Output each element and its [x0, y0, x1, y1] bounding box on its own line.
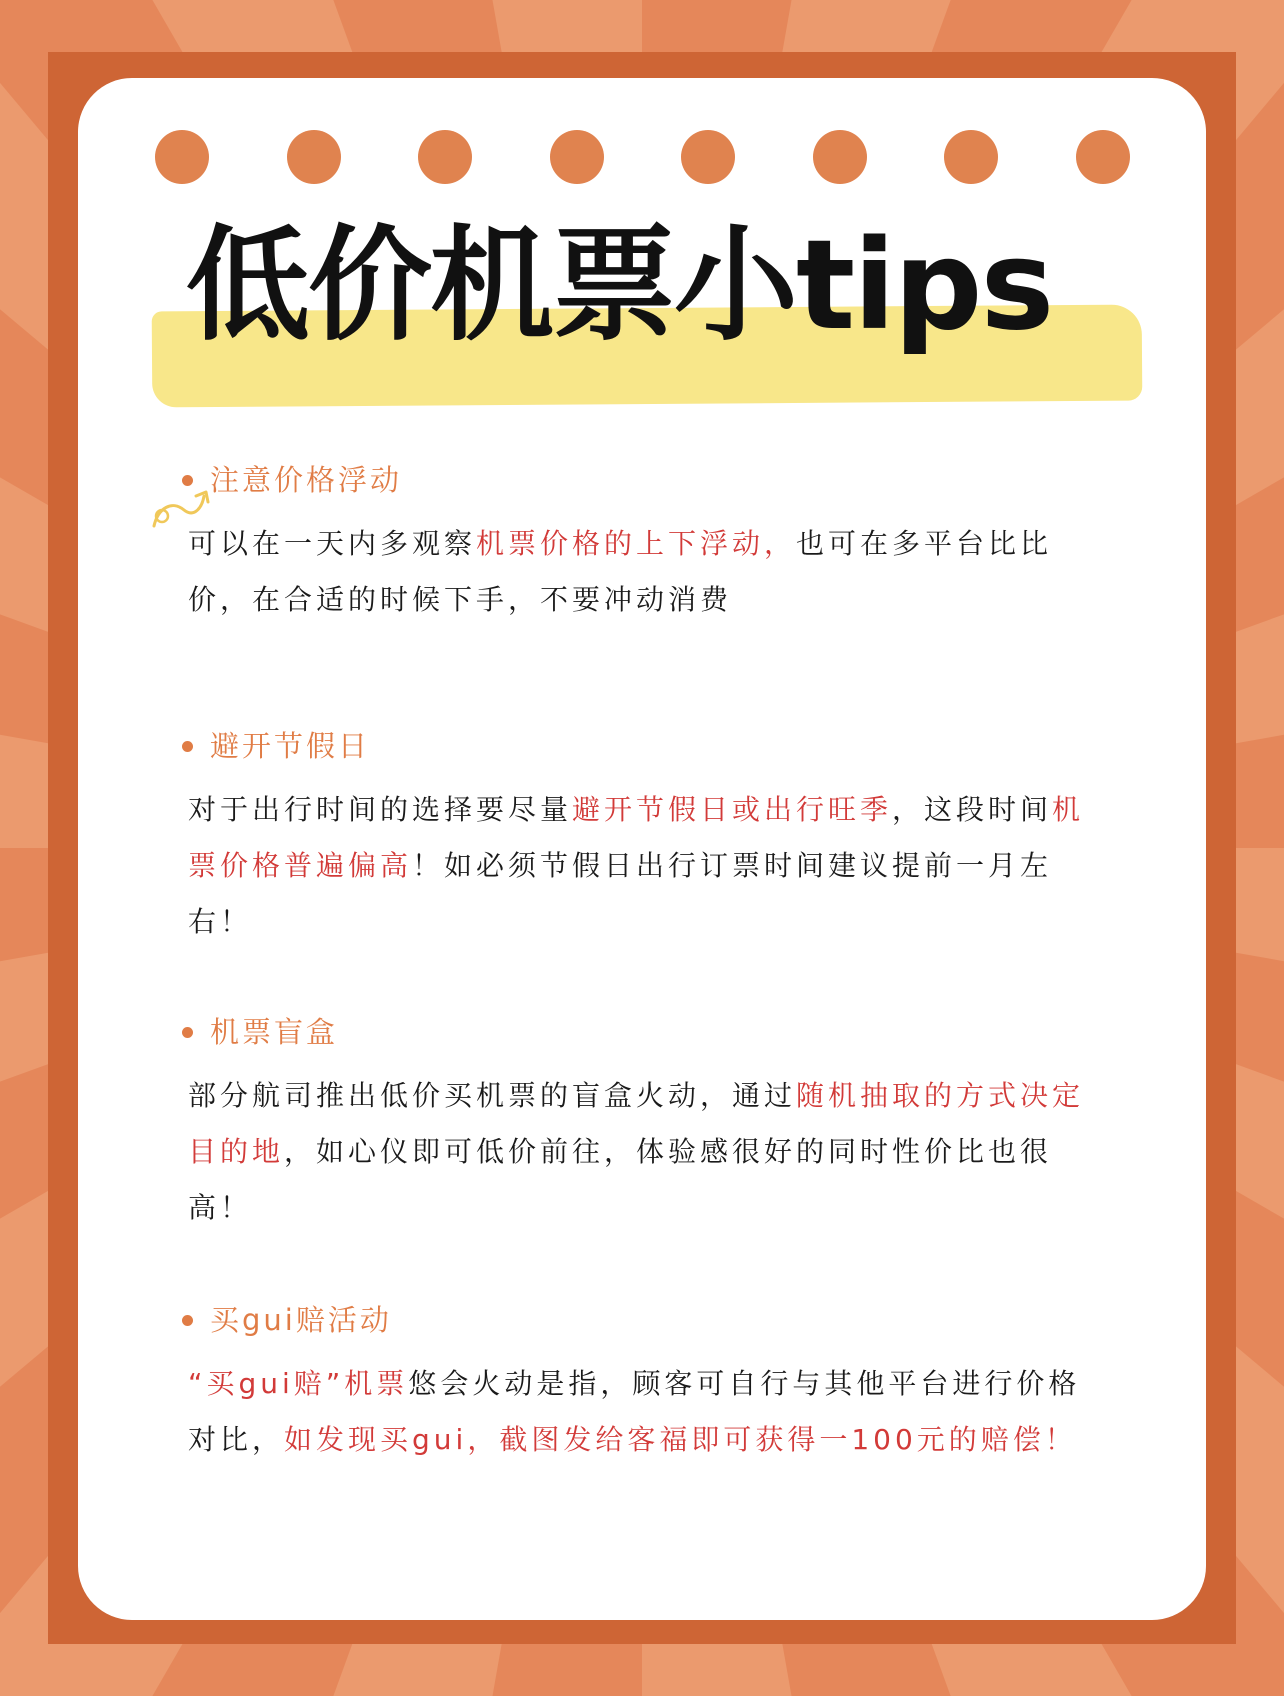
body-text: 可以在一天内多观察	[188, 527, 477, 560]
emphasis-text: 如发现买gui，截图发给客福即可获得一100元的赔偿！	[284, 1423, 1077, 1456]
bullet-dot-icon	[182, 1027, 193, 1038]
body-text: ！如必须节假日出行订票时间建议提前一月左右！	[188, 849, 1053, 938]
body-text: 也可在多平台比比价，在合适的时候下手，不要冲动消费	[188, 527, 1053, 616]
section-heading	[174, 458, 1104, 502]
spiral-hole	[418, 130, 472, 184]
spiral-hole	[944, 130, 998, 184]
spiral-hole	[813, 130, 867, 184]
body-text: ，如心仪即可低价前往，体验感很好的同时性价比也很高！	[188, 1135, 1053, 1224]
section-body	[188, 1356, 1104, 1468]
section-heading-text: 机票盲盒	[210, 1015, 339, 1049]
emphasis-text: 机票价格普遍偏高	[188, 793, 1085, 882]
emphasis-text: 机票价格的上下浮动，	[476, 527, 797, 560]
section-heading	[174, 1298, 1104, 1342]
spiral-hole	[155, 130, 209, 184]
section-body	[188, 782, 1104, 950]
bullet-dot-icon	[182, 475, 193, 486]
bullet-dot-icon	[182, 1315, 193, 1326]
body-text: 对于出行时间的选择要尽量	[188, 793, 573, 826]
tip-section-price-guarantee	[174, 1298, 1104, 1468]
section-body	[188, 1068, 1104, 1236]
body-text: 部分航司推出低价买机票的盲盒火动，通过	[188, 1079, 797, 1112]
tip-section-price-fluctuation	[174, 458, 1104, 628]
page-title: 低价机票小tips	[186, 214, 1053, 358]
spiral-hole	[1076, 130, 1130, 184]
bullet-dot-icon	[182, 741, 193, 752]
section-body	[188, 516, 1104, 628]
section-heading	[174, 724, 1104, 768]
section-heading	[174, 1010, 1104, 1054]
spiral-hole	[681, 130, 735, 184]
emphasis-text: 避开节假日或出行旺季	[572, 793, 893, 826]
emphasis-text: “买gui赔”机票	[188, 1367, 409, 1400]
section-heading-text: 买gui赔活动	[210, 1303, 392, 1337]
emphasis-text: 随机抽取的方式决定目的地	[188, 1079, 1085, 1168]
spiral-binding-holes	[155, 130, 1130, 184]
section-heading-text: 注意价格浮动	[210, 463, 403, 497]
spiral-hole	[287, 130, 341, 184]
body-text: 悠会火动是指，顾客可自行与其他平台进行价格对比，	[188, 1367, 1081, 1456]
section-heading-text: 避开节假日	[210, 729, 371, 763]
body-text: ，这段时间	[892, 793, 1053, 826]
tip-section-mystery-box	[174, 1010, 1104, 1236]
spiral-hole	[550, 130, 604, 184]
tip-section-avoid-holidays	[174, 724, 1104, 950]
